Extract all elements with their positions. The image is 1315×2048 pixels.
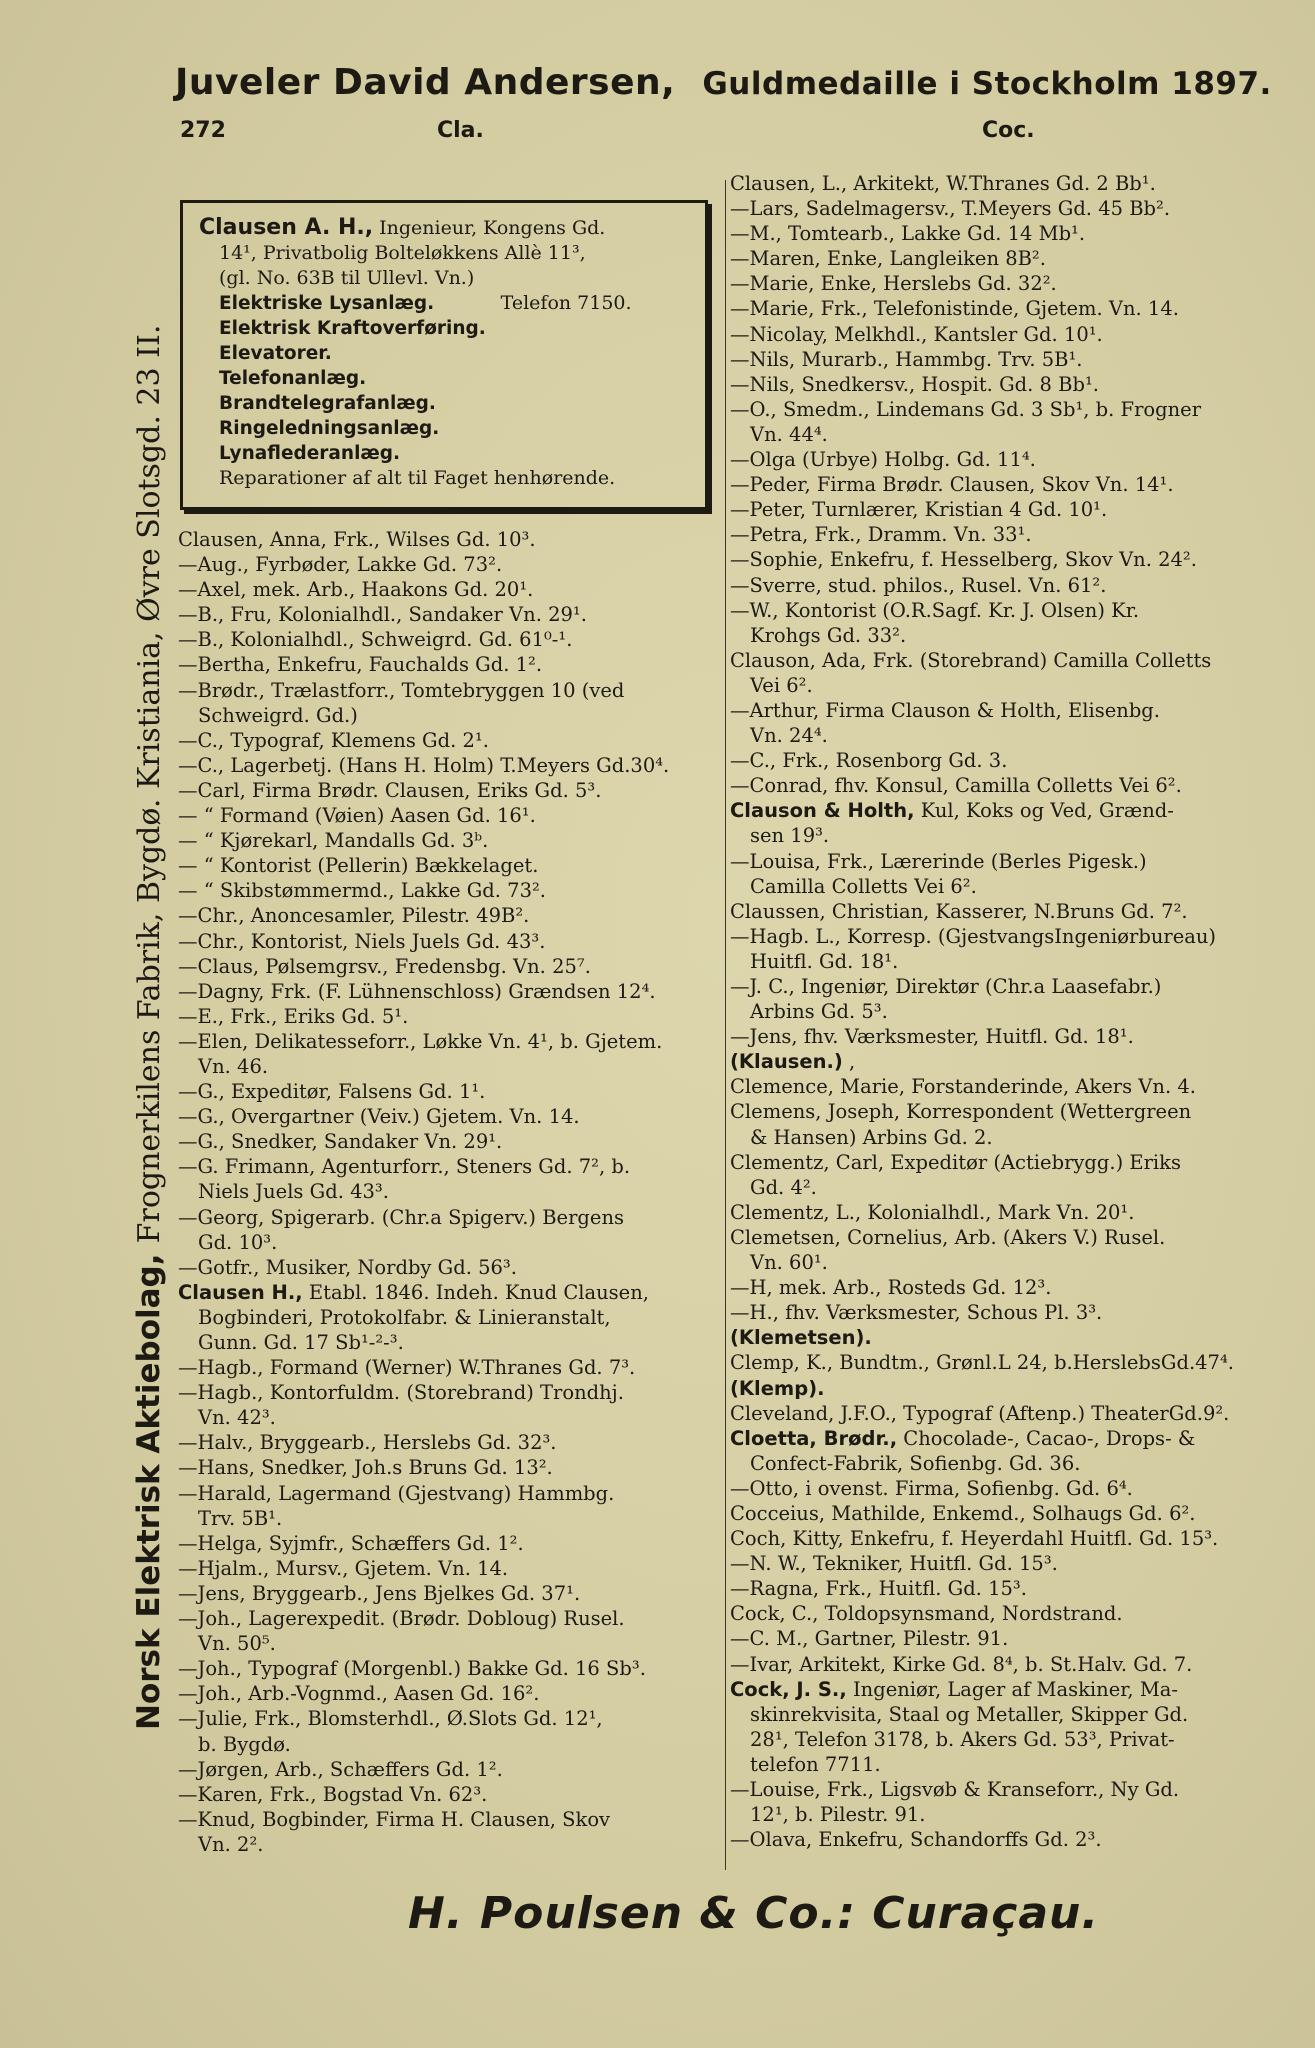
- advert-service: Telefonanlæg.: [219, 368, 367, 389]
- directory-entry: [730, 1325, 1285, 1350]
- directory-entry: skinrekvisita, Staal og Metaller, Skipper Gd.: [750, 1702, 1189, 1726]
- directory-entry: —Olga (Urbye) Holbg. Gd. 11⁴.: [730, 448, 1036, 472]
- directory-entry: —O., Smedm., Lindemans Gd. 3 Sb¹, b. Frogner: [730, 397, 1202, 421]
- directory-entry: —Joh., Typograf (Morgenbl.) Bakke Gd. 16 Sb³.: [178, 1657, 646, 1681]
- directory-entry: —Arthur, Firma Clauson & Holth, Elisenbg.: [730, 698, 1160, 722]
- directory-entry: [730, 1376, 1285, 1401]
- directory-entry: Confect-Fabrik, Sofienbg. Gd. 36.: [750, 1451, 1081, 1475]
- directory-entry: —Julie, Frk., Blomsterhdl., Ø.Slots Gd. 12¹,: [178, 1707, 603, 1731]
- directory-entry: 12¹, b. Pilestr. 91.: [750, 1803, 926, 1827]
- boxed-advert: [180, 200, 708, 510]
- directory-entry: Clementz, L., Kolonialhdl., Mark Vn. 20¹.: [730, 1200, 1135, 1224]
- directory-entry: Cloetta, Brødr., Chocolade-, Cacao-, Drops- &: [730, 1426, 1196, 1450]
- side-advert: [128, 260, 170, 1730]
- directory-entry: —Lars, Sadelmagersv., T.Meyers Gd. 45 Bb².: [730, 197, 1171, 221]
- directory-entry: Vn. 42³.: [198, 1406, 276, 1430]
- directory-entry: —Ragna, Frk., Huitfl. Gd. 15³.: [730, 1577, 1027, 1601]
- directory-entry: Vn. 44⁴.: [750, 422, 828, 446]
- entry-bold-name: (Klemetsen).: [730, 1326, 872, 1350]
- directory-entry: (Klausen.) ,: [730, 1050, 856, 1074]
- directory-entry: Vei 6².: [750, 673, 813, 697]
- directory-entry: Clementz, Carl, Expeditør (Actiebrygg.) Eriks: [730, 1150, 1181, 1174]
- directory-entry: —Hagb., Formand (Werner) W.Thranes Gd. 7³.: [178, 1356, 636, 1380]
- side-advert-company: Norsk Elektrisk Aktiebolag,: [131, 1253, 167, 1730]
- directory-entry: —H., fhv. Værksmester, Schous Pl. 3³.: [730, 1301, 1103, 1325]
- advert-phone: Telefon 7150.: [500, 292, 632, 314]
- directory-entry: —Louise, Frk., Ligsvøb & Kranseforr., Ny Gd.: [730, 1778, 1180, 1801]
- directory-entry: —E., Frk., Eriks Gd. 5¹.: [178, 1004, 409, 1028]
- directory-entry: —Petra, Frk., Dramm. Vn. 33¹.: [730, 523, 1032, 547]
- range-start: Cla.: [437, 118, 484, 143]
- column-divider: [725, 180, 726, 1870]
- directory-entry: —C., Frk., Rosenborg Gd. 3.: [730, 749, 1008, 773]
- directory-entry: —G., Overgartner (Veiv.) Gjetem. Vn. 14.: [178, 1105, 580, 1129]
- directory-entry: —Marie, Frk., Telefonistinde, Gjetem. Vn. 14.: [730, 297, 1179, 321]
- banner-left: Juveler David Andersen,: [175, 62, 676, 103]
- directory-entry: Claussen, Christian, Kasserer, N.Bruns Gd. 7².: [730, 899, 1188, 923]
- directory-entry: — “ Formand (Vøien) Aasen Gd. 16¹.: [178, 804, 536, 828]
- top-advert-banner: [175, 62, 1272, 103]
- advert-footer: Reparationer af alt til Faget henhørende.: [219, 467, 616, 489]
- directory-entry: Bogbinderi, Protokolfabr. & Linieranstalt,: [198, 1305, 611, 1329]
- directory-entry: Vn. 24⁴.: [750, 724, 828, 748]
- directory-entry: Camilla Colletts Vei 6².: [750, 874, 977, 898]
- banner-right: Guldmedaille i Stockholm 1897.: [702, 66, 1272, 102]
- directory-entry: Schweigrd. Gd.): [198, 703, 358, 727]
- directory-entry: —W., Kontorist (O.R.Sagf. Kr. J. Olsen) Kr.: [730, 598, 1140, 622]
- advert-service: Elevatorer.: [219, 343, 332, 364]
- directory-entry: —Chr., Kontorist, Niels Juels Gd. 43³.: [178, 929, 546, 953]
- directory-entry: —Jens, Bryggearb., Jens Bjelkes Gd. 37¹.: [178, 1581, 581, 1605]
- directory-entry: —G., Expeditør, Falsens Gd. 1¹.: [178, 1080, 486, 1104]
- right-column: [730, 171, 1285, 1852]
- entry-bold-name: Clausen H.,: [178, 1280, 303, 1304]
- directory-entry: —Gotfr., Musiker, Nordby Gd. 56³.: [178, 1255, 517, 1279]
- bottom-advert: H. Poulsen & Co.: Curaçau.: [408, 1888, 1100, 1939]
- directory-entry: —Nils, Murarb., Hammbg. Trv. 5B¹.: [730, 347, 1083, 371]
- directory-entry: —Ivar, Arkitekt, Kirke Gd. 8⁴, b. St.Halv. Gd. 7.: [730, 1652, 1193, 1676]
- advert-service: Ringeledningsanlæg.: [219, 418, 440, 439]
- directory-entry: Huitfl. Gd. 18¹.: [750, 949, 899, 973]
- range-end: Coc.: [982, 118, 1035, 143]
- page-number: 272: [180, 118, 226, 143]
- directory-entry: —Joh., Arb.-Vognmd., Aasen Gd. 16².: [178, 1682, 540, 1706]
- directory-entry: —J. C., Ingeniør, Direktør (Chr.a Laasefabr.): [730, 975, 1162, 998]
- directory-entry: Cock, C., Toldopsynsmand, Nordstrand.: [730, 1602, 1123, 1626]
- left-column: [178, 527, 723, 1857]
- entry-bold-name: Cock, J. S.,: [730, 1677, 847, 1701]
- directory-entry: —Louisa, Frk., Lærerinde (Berles Pigesk.): [730, 849, 1147, 873]
- directory-entry: —G. Frimann, Agenturforr., Steners Gd. 7², b.: [178, 1155, 631, 1179]
- directory-entry: —N. W., Tekniker, Huitfl. Gd. 15³.: [730, 1552, 1058, 1576]
- advert-line2: 14¹, Privatbolig Bolteløkkens Allè 11³,: [219, 242, 586, 264]
- directory-entry: —Sverre, stud. philos., Rusel. Vn. 61².: [730, 573, 1107, 597]
- directory-entry: —Nils, Snedkersv., Hospit. Gd. 8 Bb¹.: [730, 372, 1099, 396]
- directory-entry: Cock, J. S., Ingeniør, Lager af Maskiner, Ma-: [730, 1677, 1179, 1701]
- directory-entry: sen 19³.: [750, 824, 830, 848]
- directory-entry: —Dagny, Frk. (F. Lühnenschloss) Grændsen 12⁴.: [178, 979, 656, 1003]
- directory-entry: —Hans, Snedker, Joh.s Bruns Gd. 13².: [178, 1456, 553, 1480]
- directory-entry: Clauson, Ada, Frk. (Storebrand) Camilla Colletts: [730, 648, 1212, 672]
- directory-entry: —Nicolay, Melkhdl., Kantsler Gd. 10¹.: [730, 322, 1103, 346]
- directory-entry: —H, mek. Arb., Rosteds Gd. 12³.: [730, 1276, 1052, 1300]
- directory-entry: 28¹, Telefon 3178, b. Akers Gd. 53³, Privat-: [750, 1727, 1175, 1751]
- directory-entry: Vn. 50⁵.: [198, 1632, 276, 1656]
- directory-entry: Cocceius, Mathilde, Enkemd., Solhaugs Gd. 6².: [730, 1501, 1196, 1525]
- directory-entry: —Aug., Fyrbøder, Lakke Gd. 73².: [178, 553, 503, 577]
- directory-entry: Clemetsen, Cornelius, Arb. (Akers V.) Rusel.: [730, 1225, 1166, 1249]
- directory-entry: — “ Kjørekarl, Mandalls Gd. 3ᵇ.: [178, 829, 489, 853]
- directory-entry: —Olava, Enkefru, Schandorffs Gd. 2³.: [730, 1828, 1102, 1852]
- directory-entry: —Joh., Lagerexpedit. (Brødr. Dobloug) Rusel.: [178, 1607, 625, 1631]
- directory-entry: —Otto, i ovenst. Firma, Sofienbg. Gd. 6⁴.: [730, 1476, 1133, 1500]
- advert-service: Elektrisk Kraftoverføring.: [219, 318, 486, 339]
- directory-entry: Coch, Kitty, Enkefru, f. Heyerdahl Huitfl. Gd. 15³.: [730, 1527, 1219, 1551]
- directory-entry: —B., Fru, Kolonialhdl., Sandaker Vn. 29¹.: [178, 603, 587, 627]
- directory-entry: Arbins Gd. 5³.: [750, 1000, 888, 1024]
- directory-entry: Trv. 5B¹.: [198, 1506, 283, 1530]
- directory-entry: Krohgs Gd. 33².: [750, 623, 907, 647]
- directory-entry: —Axel, mek. Arb., Haakons Gd. 20¹.: [178, 578, 534, 602]
- directory-entry: —Harald, Lagermand (Gjestvang) Hammbg.: [178, 1481, 615, 1505]
- directory-entry: —Jens, fhv. Værksmester, Huitfl. Gd. 18¹.: [730, 1025, 1134, 1049]
- directory-entry: Clausen H., Etabl. 1846. Indeh. Knud Clausen,: [178, 1280, 649, 1304]
- directory-entry: telefon 7711.: [750, 1752, 881, 1776]
- directory-entry: b. Bygdø.: [198, 1732, 291, 1756]
- directory-entry: Vn. 2².: [198, 1832, 264, 1856]
- directory-entry: Cleveland, J.F.O., Typograf (Aftenp.) TheaterGd.9².: [730, 1401, 1230, 1425]
- directory-entry: Clausen, Anna, Frk., Wilses Gd. 10³.: [178, 528, 536, 551]
- side-advert-details: Frognerkilens Fabrik, Bygdø. Kristiania, Øvre Slotsgd. 23 II.: [132, 324, 167, 1244]
- directory-entry: —Sophie, Enkefru, f. Hesselberg, Skov Vn. 24².: [730, 548, 1197, 572]
- directory-entry: Clauson & Holth, Kul, Koks og Ved, Grænd-: [730, 799, 1174, 823]
- directory-entry: —Conrad, fhv. Konsul, Camilla Colletts Vei 6².: [730, 774, 1182, 798]
- entry-bold-name: Clauson & Holth,: [730, 799, 915, 823]
- directory-entry: — “ Kontorist (Pellerin) Bækkelaget.: [178, 854, 539, 878]
- directory-entry: —Helga, Syjmfr., Schæffers Gd. 1².: [178, 1531, 524, 1555]
- advert-service: Brandtelegrafanlæg.: [219, 393, 436, 414]
- directory-entry: Clemens, Joseph, Korrespondent (Wettergreen: [730, 1100, 1192, 1124]
- advert-service: Elektriske Lysanlæg.: [219, 293, 435, 314]
- directory-entry: —Hjalm., Mursv., Gjetem. Vn. 14.: [178, 1556, 509, 1580]
- directory-entry: —C. M., Gartner, Pilestr. 91.: [730, 1627, 1009, 1651]
- directory-entry: —Peder, Firma Brødr. Clausen, Skov Vn. 14¹.: [730, 473, 1174, 497]
- directory-entry: —Brødr., Trælastforr., Tomtebryggen 10 (ved: [178, 678, 625, 702]
- directory-entry: —Peter, Turnlærer, Kristian 4 Gd. 10¹.: [730, 498, 1108, 522]
- directory-entry: —M., Tomtearb., Lakke Gd. 14 Mb¹.: [730, 222, 1086, 246]
- entry-bold-name: Cloetta, Brødr.,: [730, 1426, 898, 1450]
- directory-entry: Clemence, Marie, Forstanderinde, Akers Vn. 4.: [730, 1075, 1196, 1099]
- directory-entry: —Chr., Anoncesamler, Pilestr. 49B².: [178, 904, 530, 928]
- directory-entry: —Karen, Frk., Bogstad Vn. 62³.: [178, 1782, 488, 1806]
- advert-line1: Ingenieur, Kongens Gd.: [379, 217, 606, 239]
- directory-entry: —Maren, Enke, Langleiken 8B².: [730, 247, 1046, 271]
- directory-entry: —Elen, Delikatesseforr., Løkke Vn. 4¹, b. Gjetem.: [178, 1029, 663, 1053]
- directory-entry: Vn. 46.: [198, 1054, 269, 1078]
- directory-entry: —Hagb. L., Korresp. (GjestvangsIngeniørbureau): [730, 924, 1217, 948]
- directory-entry: —C., Typograf, Klemens Gd. 2¹.: [178, 728, 489, 752]
- directory-entry: —Halv., Bryggearb., Herslebs Gd. 32³.: [178, 1431, 557, 1455]
- directory-entry: —Hagb., Kontorfuldm. (Storebrand) Trondhj.: [178, 1381, 624, 1405]
- directory-entry: Clemp, K., Bundtm., Grønl.L 24, b.HerslebsGd.47⁴.: [730, 1351, 1234, 1375]
- directory-entry: Vn. 60¹.: [750, 1251, 828, 1275]
- directory-entry: Gunn. Gd. 17 Sb¹-²-³.: [198, 1331, 404, 1354]
- directory-entry: & Hansen) Arbins Gd. 2.: [750, 1125, 993, 1149]
- directory-entry: —Claus, Pølsemgrsv., Fredensbg. Vn. 25⁷.: [178, 954, 591, 978]
- directory-entry: —Jørgen, Arb., Schæffers Gd. 1².: [178, 1757, 503, 1781]
- directory-entry: —Knud, Bogbinder, Firma H. Clausen, Skov: [178, 1807, 611, 1831]
- directory-entry: —Carl, Firma Brødr. Clausen, Eriks Gd. 5³.: [178, 778, 602, 802]
- directory-entry: Gd. 4².: [750, 1175, 817, 1199]
- directory-entry: — “ Skibstømmermd., Lakke Gd. 73².: [178, 879, 546, 903]
- directory-entry: —Bertha, Enkefru, Fauchalds Gd. 1².: [178, 653, 543, 677]
- directory-entry: Clausen, L., Arkitekt, W.Thranes Gd. 2 Bb¹.: [730, 172, 1156, 195]
- directory-entry: Gd. 10³.: [198, 1230, 278, 1254]
- advert-line3: (gl. No. 63B til Ullevl. Vn.): [219, 267, 475, 289]
- advert-service: Lynaflederanlæg.: [219, 443, 401, 464]
- directory-entry: —G., Snedker, Sandaker Vn. 29¹.: [178, 1130, 503, 1154]
- directory-entry: Niels Juels Gd. 43³.: [198, 1180, 389, 1204]
- directory-entry: —B., Kolonialhdl., Schweigrd. Gd. 61⁰-¹.: [178, 628, 573, 652]
- advert-name: Clausen A. H.,: [199, 215, 374, 240]
- entry-bold-name: (Klemp).: [730, 1376, 825, 1400]
- entry-bold-name: (Klausen.): [730, 1050, 843, 1074]
- directory-entry: —C., Lagerbetj. (Hans H. Holm) T.Meyers Gd.30⁴.: [178, 753, 670, 777]
- directory-entry: —Georg, Spigerarb. (Chr.a Spigerv.) Bergens: [178, 1205, 625, 1229]
- directory-entry: —Marie, Enke, Herslebs Gd. 32².: [730, 272, 1057, 296]
